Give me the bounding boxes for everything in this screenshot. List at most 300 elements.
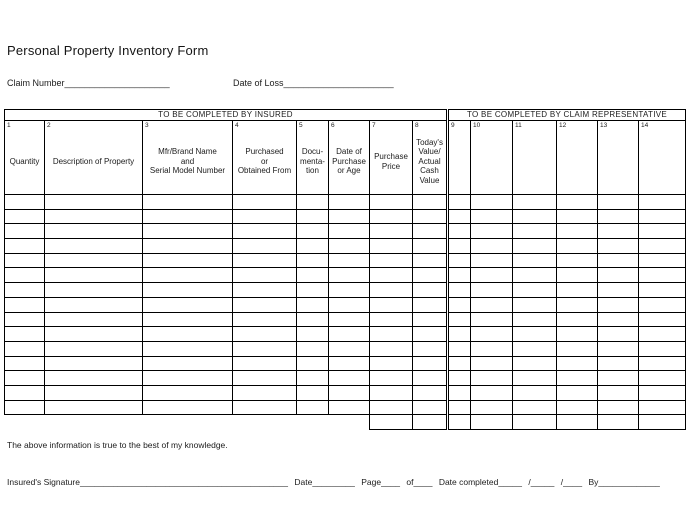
representative-cell[interactable]	[449, 341, 471, 356]
representative-cell[interactable]	[598, 356, 639, 371]
insured-column-header-4	[233, 121, 297, 195]
column-number: 14	[641, 122, 649, 129]
representative-cell[interactable]	[598, 283, 639, 298]
representative-cell[interactable]	[598, 209, 639, 224]
representative-cell[interactable]	[449, 385, 471, 400]
insured-row	[5, 224, 447, 239]
representative-cell[interactable]	[471, 371, 513, 386]
column-label	[639, 129, 685, 194]
representative-cell[interactable]	[639, 253, 686, 268]
representative-column-header-10	[471, 121, 513, 195]
insured-cell[interactable]	[413, 209, 447, 224]
representative-cell[interactable]	[471, 341, 513, 356]
representative-column-header-14	[639, 121, 686, 195]
column-label: Description of Property	[52, 156, 135, 166]
insured-cell[interactable]	[45, 253, 143, 268]
insured-cell[interactable]	[297, 356, 329, 371]
insured-cell[interactable]	[143, 239, 233, 254]
insured-row	[5, 312, 447, 327]
insured-cell[interactable]	[233, 239, 297, 254]
insured-cell[interactable]	[413, 297, 447, 312]
insured-column-header-1	[5, 121, 45, 195]
insured-cell[interactable]	[370, 239, 413, 254]
representative-cell[interactable]	[513, 224, 557, 239]
representative-cell[interactable]	[598, 371, 639, 386]
insured-cell[interactable]	[233, 341, 297, 356]
insured-cell[interactable]	[45, 224, 143, 239]
column-label: Date of Purchase or Age	[332, 147, 366, 176]
representative-row	[449, 327, 686, 342]
representative-cell[interactable]	[471, 283, 513, 298]
insured-cell[interactable]	[233, 253, 297, 268]
representative-row	[449, 400, 686, 415]
insured-row	[5, 253, 447, 268]
representative-total-cell-13[interactable]	[598, 415, 639, 430]
column-label	[557, 129, 597, 194]
insured-cell[interactable]	[329, 268, 370, 283]
insured-cell[interactable]	[45, 195, 143, 210]
insured-cell[interactable]	[233, 356, 297, 371]
representative-cell[interactable]	[471, 195, 513, 210]
representative-cell[interactable]	[513, 327, 557, 342]
representative-cell[interactable]	[513, 253, 557, 268]
insured-cell[interactable]	[297, 195, 329, 210]
insured-cell[interactable]	[45, 312, 143, 327]
insured-cell[interactable]	[143, 224, 233, 239]
column-label	[598, 129, 638, 194]
insured-cell[interactable]	[297, 371, 329, 386]
insured-cell[interactable]	[413, 385, 447, 400]
insured-total-cell-8[interactable]	[413, 415, 447, 430]
representative-cell[interactable]	[639, 297, 686, 312]
representative-cell[interactable]	[449, 209, 471, 224]
representative-cell[interactable]	[513, 195, 557, 210]
date-slash-1: /	[528, 477, 531, 487]
representative-cell[interactable]	[449, 356, 471, 371]
insured-cell[interactable]	[413, 268, 447, 283]
representative-cell[interactable]	[513, 385, 557, 400]
insured-cell[interactable]	[45, 371, 143, 386]
representative-cell[interactable]	[557, 209, 598, 224]
insured-row	[5, 239, 447, 254]
insured-cell[interactable]	[233, 400, 297, 415]
insured-cell[interactable]	[329, 195, 370, 210]
page-total-line[interactable]: ____	[413, 477, 433, 487]
insured-cell[interactable]	[233, 385, 297, 400]
insured-cell[interactable]	[297, 283, 329, 298]
date-completed-year-line[interactable]: ____	[563, 477, 583, 487]
insured-column-header-5	[297, 121, 329, 195]
representative-cell[interactable]	[449, 371, 471, 386]
representative-total-cell-11[interactable]	[513, 415, 557, 430]
insured-cell[interactable]	[5, 297, 45, 312]
column-number: 10	[473, 122, 481, 129]
insured-cell[interactable]	[5, 195, 45, 210]
insured-cell[interactable]	[329, 312, 370, 327]
column-label: Mfr/Brand Name and Serial Model Number	[149, 147, 226, 176]
date-of-loss-line[interactable]: ______________________	[283, 78, 394, 88]
insured-cell[interactable]	[413, 356, 447, 371]
column-number: 13	[600, 122, 608, 129]
insured-cell[interactable]	[5, 312, 45, 327]
signature-row	[7, 477, 660, 487]
insured-cell[interactable]	[297, 209, 329, 224]
insured-cell[interactable]	[297, 400, 329, 415]
insured-cell[interactable]	[143, 371, 233, 386]
column-number: 12	[559, 122, 567, 129]
representative-cell[interactable]	[513, 209, 557, 224]
insured-cell[interactable]	[5, 209, 45, 224]
insured-cell[interactable]	[45, 283, 143, 298]
representative-row	[449, 283, 686, 298]
insured-cell[interactable]	[143, 341, 233, 356]
representative-cell[interactable]	[639, 268, 686, 283]
insured-cell[interactable]	[143, 385, 233, 400]
insured-cell[interactable]	[329, 371, 370, 386]
representative-grid	[448, 109, 686, 430]
insured-cell[interactable]	[413, 253, 447, 268]
representative-row	[449, 239, 686, 254]
insured-cell[interactable]	[413, 327, 447, 342]
insured-cell[interactable]	[329, 327, 370, 342]
representative-cell[interactable]	[449, 312, 471, 327]
insured-cell[interactable]	[413, 371, 447, 386]
insured-cell[interactable]	[370, 283, 413, 298]
insured-cell[interactable]	[45, 209, 143, 224]
insured-cell[interactable]	[297, 268, 329, 283]
insured-cell[interactable]	[329, 400, 370, 415]
representative-row	[449, 253, 686, 268]
insured-cell[interactable]	[370, 253, 413, 268]
signature-date-line[interactable]: _________	[312, 477, 355, 487]
representative-cell[interactable]	[639, 400, 686, 415]
representative-cell[interactable]	[598, 224, 639, 239]
insured-cell[interactable]	[45, 356, 143, 371]
insured-cell[interactable]	[329, 297, 370, 312]
representative-totals-row	[449, 415, 686, 430]
insureds-signature-line[interactable]: ____________________________________________	[79, 477, 288, 487]
insured-cell[interactable]	[297, 385, 329, 400]
representative-cell[interactable]	[449, 283, 471, 298]
insured-cell[interactable]	[45, 400, 143, 415]
column-number: 11	[515, 122, 522, 129]
of-label: of	[406, 477, 414, 487]
representative-cell[interactable]	[471, 209, 513, 224]
date-slash-2: /	[560, 477, 564, 487]
insured-total-cell-7[interactable]	[370, 415, 413, 430]
date-completed-month-line[interactable]: _____	[498, 477, 522, 487]
representative-cell[interactable]	[598, 239, 639, 254]
representative-cell[interactable]	[471, 253, 513, 268]
representative-column-header-11	[513, 121, 557, 195]
representative-cell[interactable]	[598, 195, 639, 210]
insured-cell[interactable]	[5, 224, 45, 239]
date-of-loss-label: Date of Loss	[233, 78, 284, 88]
representative-cell[interactable]	[639, 209, 686, 224]
insured-column-header-3	[143, 121, 233, 195]
representative-cell[interactable]	[639, 327, 686, 342]
column-label: Purchased or Obtained From	[237, 147, 292, 176]
insured-cell[interactable]	[297, 297, 329, 312]
claim-number-line[interactable]: _____________________	[64, 78, 170, 88]
representative-cell[interactable]	[513, 356, 557, 371]
representative-total-cell-9[interactable]	[449, 415, 471, 430]
page-label: Page	[361, 477, 382, 487]
column-number: 3	[145, 122, 149, 129]
insured-cell[interactable]	[45, 268, 143, 283]
insured-cell[interactable]	[297, 341, 329, 356]
insured-cell[interactable]	[45, 327, 143, 342]
insured-cell[interactable]	[5, 356, 45, 371]
representative-cell[interactable]	[513, 268, 557, 283]
representative-cell[interactable]	[513, 371, 557, 386]
page-total-field	[406, 477, 432, 487]
representative-cell[interactable]	[557, 371, 598, 386]
representative-cell[interactable]	[639, 283, 686, 298]
insured-cell[interactable]	[329, 356, 370, 371]
representative-cell[interactable]	[513, 312, 557, 327]
representative-cell[interactable]	[449, 195, 471, 210]
insured-row	[5, 209, 447, 224]
insured-cell[interactable]	[329, 239, 370, 254]
representative-cell[interactable]	[471, 385, 513, 400]
insured-cell[interactable]	[329, 341, 370, 356]
insured-cell[interactable]	[45, 239, 143, 254]
insured-cell[interactable]	[143, 400, 233, 415]
insured-cell[interactable]	[233, 195, 297, 210]
insured-cell[interactable]	[297, 253, 329, 268]
representative-cell[interactable]	[557, 356, 598, 371]
insured-cell[interactable]	[297, 224, 329, 239]
insured-cell[interactable]	[143, 195, 233, 210]
representative-cell[interactable]	[449, 400, 471, 415]
column-label: Today's Value/ Actual Cash Value	[416, 137, 443, 185]
representative-cell[interactable]	[557, 195, 598, 210]
insured-row	[5, 400, 447, 415]
insured-cell[interactable]	[329, 209, 370, 224]
representative-cell[interactable]	[598, 400, 639, 415]
representative-cell[interactable]	[513, 297, 557, 312]
insured-cell[interactable]	[329, 283, 370, 298]
insured-cell[interactable]	[5, 341, 45, 356]
insured-cell[interactable]	[370, 268, 413, 283]
representative-cell[interactable]	[598, 297, 639, 312]
representative-cell[interactable]	[639, 371, 686, 386]
representative-column-header-13	[598, 121, 639, 195]
insured-cell[interactable]	[370, 341, 413, 356]
insured-cell[interactable]	[233, 312, 297, 327]
representative-cell[interactable]	[513, 341, 557, 356]
insured-cell[interactable]	[5, 253, 45, 268]
representative-cell[interactable]	[557, 341, 598, 356]
insureds-signature-label: Insured's Signature	[7, 477, 80, 487]
representative-row	[449, 341, 686, 356]
representative-cell[interactable]	[557, 268, 598, 283]
insured-cell[interactable]	[233, 283, 297, 298]
insured-row	[5, 371, 447, 386]
insured-row	[5, 341, 447, 356]
representative-cell[interactable]	[513, 239, 557, 254]
representative-total-cell-14[interactable]	[639, 415, 686, 430]
completed-by-line[interactable]: _____________	[598, 477, 660, 487]
representative-cell[interactable]	[471, 356, 513, 371]
representative-cell[interactable]	[639, 356, 686, 371]
insured-cell[interactable]	[143, 356, 233, 371]
representative-row	[449, 312, 686, 327]
insured-cell[interactable]	[233, 268, 297, 283]
representative-cell[interactable]	[449, 239, 471, 254]
insured-cell[interactable]	[370, 385, 413, 400]
insured-cell[interactable]	[329, 385, 370, 400]
insured-column-header-8	[413, 121, 447, 195]
representative-cell[interactable]	[449, 297, 471, 312]
representative-cell[interactable]	[598, 312, 639, 327]
representative-cell[interactable]	[471, 400, 513, 415]
insured-cell[interactable]	[45, 385, 143, 400]
insured-cell[interactable]	[413, 341, 447, 356]
representative-cell[interactable]	[639, 385, 686, 400]
insured-cell[interactable]	[370, 400, 413, 415]
insured-cell[interactable]	[233, 224, 297, 239]
insured-cell[interactable]	[370, 224, 413, 239]
representative-cell[interactable]	[471, 312, 513, 327]
insured-totals-row	[5, 415, 447, 430]
representative-cell[interactable]	[557, 283, 598, 298]
insured-cell[interactable]	[413, 283, 447, 298]
representative-cell[interactable]	[598, 341, 639, 356]
insured-column-header-2	[45, 121, 143, 195]
insured-cell[interactable]	[143, 327, 233, 342]
representative-cell[interactable]	[557, 239, 598, 254]
representative-column-header-12	[557, 121, 598, 195]
insured-cell[interactable]	[233, 209, 297, 224]
insured-cell[interactable]	[143, 253, 233, 268]
representative-cell[interactable]	[513, 400, 557, 415]
representative-row	[449, 356, 686, 371]
representative-row	[449, 195, 686, 210]
insured-cell[interactable]	[413, 312, 447, 327]
insured-cell[interactable]	[5, 400, 45, 415]
insured-cell[interactable]	[5, 239, 45, 254]
insured-cell[interactable]	[233, 297, 297, 312]
insured-cell[interactable]	[329, 253, 370, 268]
insured-cell[interactable]	[370, 297, 413, 312]
insured-cell[interactable]	[143, 312, 233, 327]
insured-cell[interactable]	[413, 195, 447, 210]
representative-cell[interactable]	[471, 224, 513, 239]
insured-cell[interactable]	[413, 400, 447, 415]
representative-cell[interactable]	[639, 224, 686, 239]
representative-banner: TO BE COMPLETED BY CLAIM REPRESENTATIVE	[449, 110, 686, 121]
representative-cell[interactable]	[598, 253, 639, 268]
claim-number-label: Claim Number	[7, 78, 65, 88]
insured-cell[interactable]	[5, 283, 45, 298]
insured-cell[interactable]	[143, 268, 233, 283]
insured-cell[interactable]	[370, 327, 413, 342]
insured-cell[interactable]	[370, 195, 413, 210]
representative-cell[interactable]	[471, 327, 513, 342]
form-title: Personal Property Inventory Form	[7, 43, 209, 58]
representative-cell[interactable]	[471, 268, 513, 283]
insured-cell[interactable]	[233, 371, 297, 386]
representative-cell[interactable]	[513, 283, 557, 298]
representative-row	[449, 268, 686, 283]
insured-cell[interactable]	[297, 327, 329, 342]
representative-cell[interactable]	[557, 253, 598, 268]
column-number: 6	[331, 122, 335, 129]
signature-date-label: Date	[294, 477, 313, 487]
representative-cell[interactable]	[449, 224, 471, 239]
representative-cell[interactable]	[639, 312, 686, 327]
representative-cell[interactable]	[471, 239, 513, 254]
representative-cell[interactable]	[471, 297, 513, 312]
representative-cell[interactable]	[598, 327, 639, 342]
date-of-loss-field	[233, 78, 394, 88]
representative-cell[interactable]	[557, 297, 598, 312]
claim-number-field	[7, 78, 170, 88]
insured-totals-spacer	[5, 415, 370, 430]
insured-cell[interactable]	[370, 371, 413, 386]
representative-total-cell-12[interactable]	[557, 415, 598, 430]
representative-total-cell-10[interactable]	[471, 415, 513, 430]
insured-row	[5, 268, 447, 283]
representative-cell[interactable]	[557, 327, 598, 342]
representative-cell[interactable]	[557, 224, 598, 239]
representative-cell[interactable]	[639, 239, 686, 254]
insured-cell[interactable]	[233, 327, 297, 342]
representative-cell[interactable]	[639, 341, 686, 356]
representative-cell[interactable]	[598, 385, 639, 400]
representative-cell[interactable]	[449, 253, 471, 268]
insured-cell[interactable]	[329, 224, 370, 239]
representative-cell[interactable]	[449, 268, 471, 283]
insured-cell[interactable]	[297, 239, 329, 254]
insured-cell[interactable]	[143, 283, 233, 298]
column-number: 4	[235, 122, 239, 129]
insured-cell[interactable]	[370, 312, 413, 327]
representative-cell[interactable]	[598, 268, 639, 283]
insured-cell[interactable]	[5, 371, 45, 386]
insured-row	[5, 327, 447, 342]
insured-cell[interactable]	[45, 341, 143, 356]
representative-cell[interactable]	[557, 400, 598, 415]
insured-cell[interactable]	[5, 385, 45, 400]
representative-cell[interactable]	[557, 312, 598, 327]
insured-cell[interactable]	[370, 209, 413, 224]
insured-cell[interactable]	[413, 224, 447, 239]
insured-cell[interactable]	[370, 356, 413, 371]
by-label: By	[588, 477, 599, 487]
representative-cell[interactable]	[639, 195, 686, 210]
insured-cell[interactable]	[297, 312, 329, 327]
insured-cell[interactable]	[413, 239, 447, 254]
date-completed-month-field	[439, 477, 522, 487]
page-number-line[interactable]: ____	[381, 477, 401, 487]
insured-cell[interactable]	[5, 268, 45, 283]
insured-cell[interactable]	[143, 209, 233, 224]
insured-cell[interactable]	[143, 297, 233, 312]
insured-row	[5, 283, 447, 298]
column-label	[449, 129, 470, 194]
representative-cell[interactable]	[449, 327, 471, 342]
representative-row	[449, 209, 686, 224]
insured-cell[interactable]	[45, 297, 143, 312]
insured-row	[5, 356, 447, 371]
representative-row	[449, 371, 686, 386]
representative-cell[interactable]	[557, 385, 598, 400]
insured-cell[interactable]	[5, 327, 45, 342]
date-completed-day-line[interactable]: _____	[530, 477, 555, 487]
